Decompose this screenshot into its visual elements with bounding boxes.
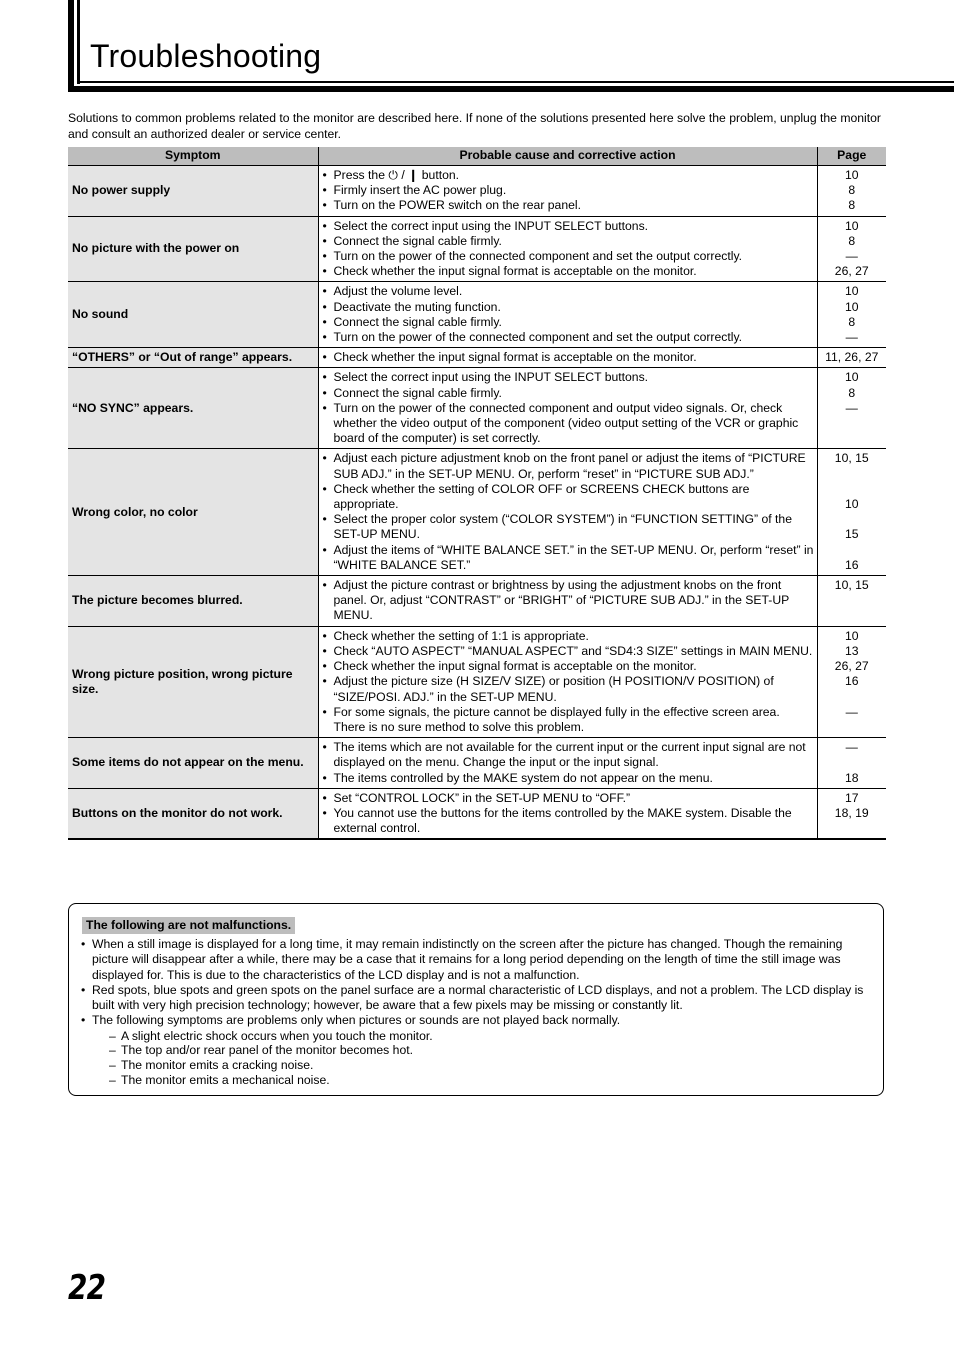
action-item: • Check whether the input signal format is acceptable on the monitor. — [323, 264, 814, 279]
action-item: • Check whether the input signal format is acceptable on the monitor. — [323, 659, 814, 674]
action-item: • Turn on the power of the connected component and set the output correctly. — [323, 249, 814, 264]
page-cell — [817, 788, 886, 839]
symptom-cell: Some items do not appear on the menu. — [68, 738, 318, 789]
action-item: • Connect the signal cable firmly. — [323, 234, 814, 249]
action-item: • Adjust each picture adjustment knob on the front panel or adjust the items of “PICTURE SUB ADJ.” in the SET-UP MENU. Or, perform “reset” in “PICTURE SUB ADJ.” — [323, 451, 814, 481]
table-row — [68, 788, 886, 839]
note-sub-item: – The monitor emits a cracking noise. — [109, 1058, 869, 1073]
page-ref — [818, 512, 887, 527]
page-ref: 26, 27 — [834, 659, 869, 674]
note-sub-list — [92, 1029, 869, 1087]
page-cell — [817, 576, 886, 627]
page-ref: 8 — [848, 183, 856, 198]
action-list — [323, 350, 814, 365]
action-list — [323, 629, 814, 735]
note-list — [79, 937, 869, 1087]
action-list — [323, 168, 814, 214]
page-ref: 10, 15 — [834, 578, 869, 593]
page-ref: — — [845, 249, 858, 264]
symptom-cell: Wrong picture position, wrong picture size. — [68, 626, 318, 737]
page-ref: 13 — [844, 643, 859, 658]
header-action: Probable cause and corrective action — [318, 147, 817, 166]
table-row — [68, 282, 886, 348]
action-item: • Adjust the picture size (H SIZE/V SIZE) or position (H POSITION/V POSITION) of “SIZE/POSI. ADJ.” in the SET-UP MENU. — [323, 674, 814, 704]
page-ref — [818, 467, 887, 482]
page-cell — [817, 449, 886, 576]
page-ref: 26, 27 — [834, 264, 869, 279]
action-item: • Connect the signal cable firmly. — [323, 315, 814, 330]
action-item: • Check “AUTO ASPECT” “MANUAL ASPECT” and “SD4:3 SIZE” settings in MAIN MENU. — [323, 644, 814, 659]
action-cell — [318, 788, 817, 839]
page-cell — [817, 626, 886, 737]
page-ref — [818, 482, 887, 497]
action-list — [323, 791, 814, 837]
page-ref: 18 — [844, 770, 859, 785]
page-ref: 8 — [848, 198, 856, 213]
page-cell — [817, 282, 886, 348]
page-ref: 10 — [844, 370, 859, 385]
table-body — [68, 166, 886, 840]
action-cell — [318, 449, 817, 576]
table-row — [68, 348, 886, 368]
action-cell — [318, 626, 817, 737]
page-ref: — — [845, 740, 858, 755]
page-ref: 8 — [848, 385, 856, 400]
action-item: • For some signals, the picture cannot be displayed fully in the effective screen area. There is no sure method to solve this problem. — [323, 705, 814, 735]
page-ref: 18, 19 — [834, 805, 869, 820]
page-ref — [818, 543, 887, 558]
table-row — [68, 626, 886, 737]
action-cell — [318, 738, 817, 789]
action-item: • You cannot use the buttons for the items controlled by the MAKE system. Disable the external control. — [323, 806, 814, 836]
action-item: • Turn on the power of the connected component and output video signals. Or, check whether the video output of the component (video output setting of the VCR or graphic board of the computer) is set correctly. — [323, 401, 814, 447]
action-item: • Firmly insert the AC power plug. — [323, 183, 814, 198]
page-cell — [817, 216, 886, 282]
action-list — [323, 370, 814, 446]
note-title: The following are not malfunctions. — [82, 917, 295, 934]
action-item: • Adjust the picture contrast or brightness by using the adjustment knobs on the front panel. Or, adjust “CONTRAST” or “BRIGHT” of “PICTURE SUB ADJ.” in the SET-UP MENU. — [323, 578, 814, 624]
action-list — [323, 740, 814, 786]
page-ref: 8 — [848, 314, 856, 329]
page-ref: 11, 26, 27 — [825, 350, 879, 365]
table-row — [68, 449, 886, 576]
note-item — [79, 1013, 869, 1087]
note-item-text: The following symptoms are problems only when pictures or sounds are not played back normally. — [92, 1013, 621, 1028]
page-cell — [817, 738, 886, 789]
table-row — [68, 368, 886, 449]
page-ref: — — [845, 330, 858, 345]
symptom-cell: The picture becomes blurred. — [68, 576, 318, 627]
page-ref — [818, 755, 887, 770]
symptom-cell: No sound — [68, 282, 318, 348]
table-row — [68, 166, 886, 217]
page-ref: 8 — [848, 233, 856, 248]
action-cell — [318, 282, 817, 348]
page-cell — [817, 348, 886, 368]
troubleshooting-table — [68, 147, 886, 840]
action-item: • Adjust the volume level. — [323, 284, 814, 299]
action-list — [323, 578, 814, 624]
action-item: • Check whether the setting of 1:1 is appropriate. — [323, 629, 814, 644]
header-bar-inner — [77, 0, 80, 84]
header-rule-thin — [77, 81, 954, 83]
symptom-cell: No power supply — [68, 166, 318, 217]
note-item: • When a still image is displayed for a long time, it may remain indistinctly on the screen after the picture has changed. Though the remaining picture will disappear after a while, there may be a case that it remains for a long period depending on the length of time the still image was displayed for. This is due to the characteristics of the LCD display and is not a malfunction. — [79, 937, 869, 983]
page-ref: 16 — [844, 557, 859, 572]
page-ref: 10 — [844, 284, 859, 299]
header-page: Page — [817, 147, 886, 166]
action-cell — [318, 368, 817, 449]
table-header-row — [68, 147, 886, 166]
symptom-cell: Wrong color, no color — [68, 449, 318, 576]
page-ref: 10 — [844, 218, 859, 233]
action-cell — [318, 348, 817, 368]
symptom-cell: “NO SYNC” appears. — [68, 368, 318, 449]
action-item: • Turn on the power of the connected component and set the output correctly. — [323, 330, 814, 345]
page-header — [68, 0, 954, 92]
page-ref: 17 — [844, 790, 859, 805]
note-item: • Red spots, blue spots and green spots on the panel surface are a normal characteristic of LCD displays, and not a problem. The LCD display is built with very high precision technology; however, be aware that a few pixels may be missing or constantly lit. — [79, 983, 869, 1014]
page-ref — [818, 690, 887, 705]
page-ref: 16 — [844, 674, 859, 689]
action-list — [323, 219, 814, 280]
note-sub-item: – The top and/or rear panel of the monitor becomes hot. — [109, 1043, 869, 1058]
action-item: • Press the ⏻ / ❙ button. — [323, 168, 814, 183]
action-item: • Set “CONTROL LOCK” in the SET-UP MENU to “OFF.” — [323, 791, 814, 806]
page-ref: 10 — [844, 168, 859, 182]
table-row — [68, 576, 886, 627]
page-ref: 10 — [844, 299, 859, 314]
note-sub-item: – A slight electric shock occurs when you touch the monitor. — [109, 1029, 869, 1044]
action-item: • Adjust the items of “WHITE BALANCE SET.” in the SET-UP MENU. Or, perform “reset” in “WHITE BALANCE SET.” — [323, 543, 814, 573]
table-row — [68, 738, 886, 789]
action-item: • Turn on the POWER switch on the rear panel. — [323, 198, 814, 213]
action-item: • The items controlled by the MAKE system do not appear on the menu. — [323, 771, 814, 786]
note-sub-item: – The monitor emits a mechanical noise. — [109, 1073, 869, 1088]
action-item: • Connect the signal cable firmly. — [323, 386, 814, 401]
action-item: • Select the correct input using the INPUT SELECT buttons. — [323, 219, 814, 234]
action-item: • Check whether the input signal format is acceptable on the monitor. — [323, 350, 814, 365]
symptom-cell: “OTHERS” or “Out of range” appears. — [68, 348, 318, 368]
table-row — [68, 216, 886, 282]
header-bar-outer — [68, 0, 74, 92]
action-item: • Check whether the setting of COLOR OFF or SCREENS CHECK buttons are appropriate. — [323, 482, 814, 512]
symptom-cell: Buttons on the monitor do not work. — [68, 788, 318, 839]
action-cell — [318, 166, 817, 217]
not-malfunctions-box — [68, 903, 884, 1096]
action-cell — [318, 216, 817, 282]
page-cell — [817, 166, 886, 217]
symptom-cell: No picture with the power on — [68, 216, 318, 282]
page-ref: — — [845, 704, 858, 719]
action-list — [323, 451, 814, 573]
page-ref: 15 — [844, 527, 859, 542]
page-ref: 10 — [844, 497, 859, 512]
header-rule-thick — [68, 86, 954, 92]
action-item: • Select the correct input using the INPUT SELECT buttons. — [323, 370, 814, 385]
page-cell — [817, 368, 886, 449]
page-number: 22 — [68, 1268, 106, 1308]
page-title: Troubleshooting — [90, 38, 322, 74]
page-ref: 10, 15 — [834, 451, 869, 466]
header-symptom: Symptom — [68, 147, 318, 166]
action-item: • Deactivate the muting function. — [323, 300, 814, 315]
action-cell — [318, 576, 817, 627]
intro-text: Solutions to common problems related to the monitor are described here. If none of the solutions presented here solve the problem, unplug the monitor and consult an authorized dealer or service center. — [68, 111, 881, 141]
action-list — [323, 284, 814, 345]
page-ref: 10 — [844, 628, 859, 643]
action-item: • Select the proper color system (“COLOR SYSTEM”) in “FUNCTION SETTING” of the SET-UP MENU. — [323, 512, 814, 542]
page-ref: — — [845, 400, 858, 415]
action-item: • The items which are not available for the current input or the current input signal are not displayed on the menu. Change the input or the input signal. — [323, 740, 814, 770]
